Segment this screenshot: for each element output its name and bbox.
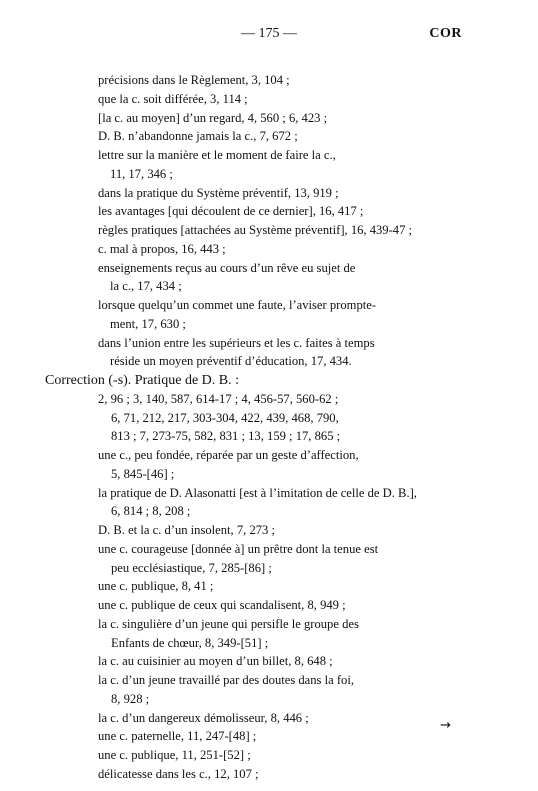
index-line: [la c. au moyen] d’un regard, 4, 560 ; 6, 423 ;: [98, 110, 328, 125]
entry-heading: Correction (-s). Pratique de D. B. :: [45, 373, 240, 388]
index-line: Enfants de chœur, 8, 349-[51] ;: [111, 635, 269, 650]
index-line: 6, 814 ; 8, 208 ;: [111, 504, 191, 519]
index-line: une c., peu fondée, réparée par un geste d’affection,: [98, 448, 359, 462]
index-line: une c. paternelle, 11, 247-[48] ;: [98, 729, 257, 744]
index-line: c. mal à propos, 16, 443 ;: [98, 241, 226, 256]
index-line: dans l’union entre les supérieurs et les c. faites à temps: [98, 335, 375, 350]
index-line: une c. publique, 8, 41 ;: [98, 579, 214, 594]
index-line: peu ecclésiastique, 7, 285-[86] ;: [111, 560, 272, 575]
index-line: 813 ; 7, 273-75, 582, 831 ; 13, 159 ; 17, 865 ;: [111, 429, 341, 444]
index-line: ment, 17, 630 ;: [110, 316, 186, 331]
index-line: la c. au cuisinier au moyen d’un billet, 8, 648 ;: [98, 654, 333, 669]
index-line: les avantages [qui découlent de ce dernier], 16, 417 ;: [98, 204, 364, 219]
index-line: précisions dans le Règlement, 3, 104 ;: [98, 73, 290, 87]
continuation-arrow-icon: →: [440, 718, 451, 733]
index-line: 5, 845-[46] ;: [111, 466, 175, 481]
index-line: règles pratiques [attachées au Système préventif], 16, 439-47 ;: [98, 223, 413, 237]
index-line: une c. publique, 11, 251-[52] ;: [98, 748, 251, 762]
index-line: 8, 928 ;: [111, 691, 150, 706]
index-line: la c. d’un dangereux démolisseur, 8, 446 ;: [98, 710, 309, 725]
index-line: enseignements reçus au cours d’un rêve eu sujet de: [98, 260, 356, 275]
index-line: la c., 17, 434 ;: [110, 279, 182, 294]
running-head-keyword: COR: [429, 26, 462, 41]
index-line: dans la pratique du Système préventif, 13, 919 ;: [98, 185, 339, 200]
index-line: une c. courageuse [donnée à] un prêtre dont la tenue est: [98, 541, 379, 556]
index-line: lorsque quelqu’un commet une faute, l’aviser prompte-: [98, 298, 377, 312]
index-line: la pratique de D. Alasonatti [est à l’imitation de celle de D. B.],: [98, 485, 417, 500]
page-number: — 175 —: [241, 26, 297, 41]
index-line: une c. publique de ceux qui scandalisent, 8, 949 ;: [98, 598, 346, 612]
index-line: lettre sur la manière et le moment de faire la c.,: [98, 148, 336, 162]
index-line: que la c. soit différée, 3, 114 ;: [98, 91, 248, 106]
index-line: 11, 17, 346 ;: [110, 166, 173, 181]
index-line: réside un moyen préventif d’éducation, 17, 434.: [110, 354, 352, 369]
index-line: D. B. n’abandonne jamais la c., 7, 672 ;: [98, 129, 298, 144]
index-line: la c. d’un jeune travaillé par des doutes dans la foi,: [98, 673, 354, 687]
index-line: D. B. et la c. d’un insolent, 7, 273 ;: [98, 523, 275, 537]
index-line: délicatesse dans les c., 12, 107 ;: [98, 766, 259, 781]
index-line: 6, 71, 212, 217, 303-304, 422, 439, 468, 790,: [111, 410, 339, 425]
index-line: 2, 96 ; 3, 140, 587, 614-17 ; 4, 456-57, 560-62 ;: [98, 391, 339, 406]
index-line: la c. singulière d’un jeune qui persifle le groupe des: [98, 616, 359, 631]
